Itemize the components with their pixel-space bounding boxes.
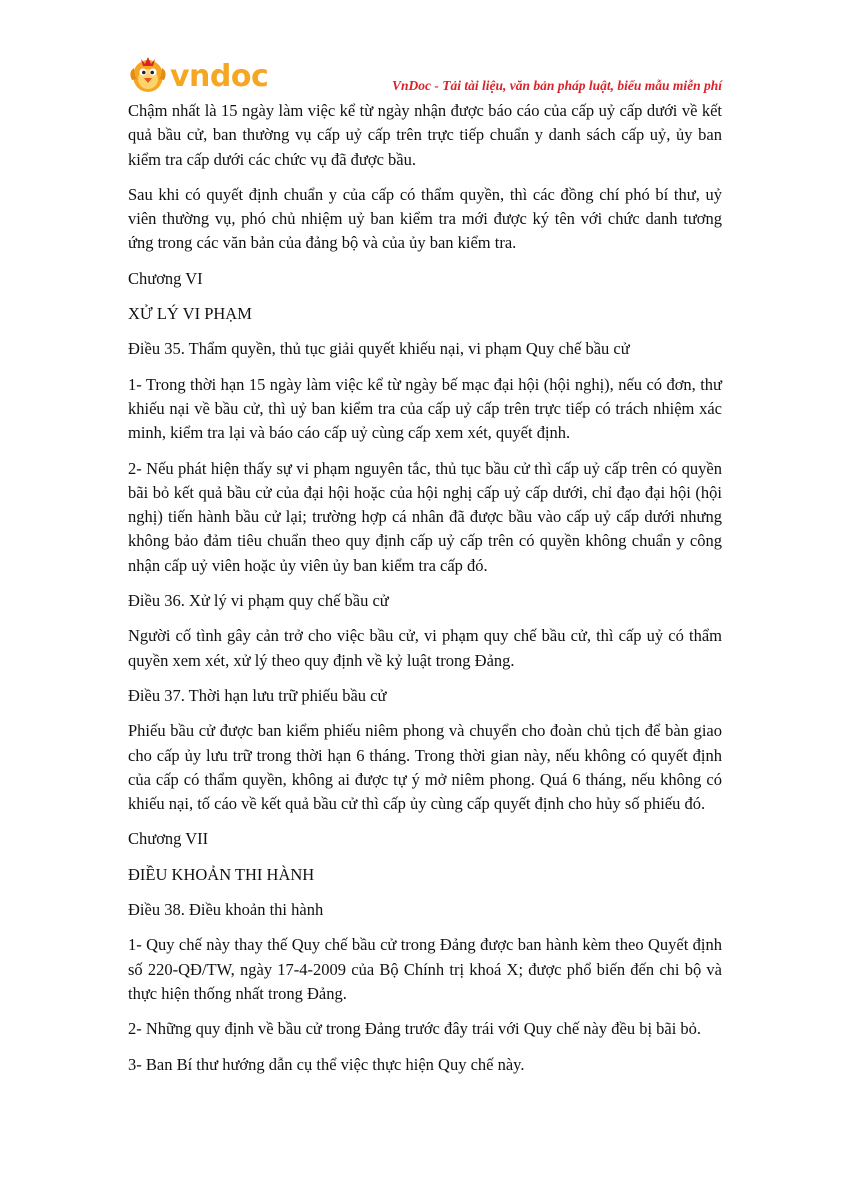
paragraph: Phiếu bầu cử được ban kiểm phiếu niêm phong và chuyển cho đoàn chủ tịch để bàn giao cho cấp ủy lưu trữ trong thời hạn 6 tháng. Trong thời gian này, nếu không có quyết định của cấp có thẩm quyền, không ai được tự ý mở niêm phong. Quá 6 tháng, nếu không có khiếu nại, tố cáo về kết quả bầu cử thì cấp ủy cùng cấp quyết định cho hủy số phiếu đó. — [128, 721, 722, 814]
article-heading: Điều 35. Thẩm quyền, thủ tục giải quyết khiếu nại, vi phạm Quy chế bầu cử — [128, 339, 630, 359]
chapter-heading: Chương VII — [128, 829, 209, 849]
document-body — [128, 99, 722, 1088]
chapter-title: XỬ LÝ VI PHẠM — [128, 304, 252, 324]
paragraph: Người cố tình gây cản trở cho việc bầu cử, vi phạm quy chế bầu cử, thì cấp uỷ có thẩm quyền xem xét, xử lý theo quy định về kỷ luật trong Đảng. — [128, 626, 722, 670]
paragraph: Sau khi có quyết định chuẩn y của cấp có thẩm quyền, thì các đồng chí phó bí thư, uỷ viên thường vụ, phó chủ nhiệm uỷ ban kiểm tra mới được ký tên với chức danh tương ứng trong các văn bản của đảng bộ và của ủy ban kiểm tra. — [128, 184, 722, 253]
vndoc-logo[interactable] — [128, 52, 288, 96]
article-heading: Điều 37. Thời hạn lưu trữ phiếu bầu cử — [128, 685, 387, 705]
article-heading: Điều 36. Xử lý vi phạm quy chế bầu cử — [128, 591, 389, 611]
chapter-title: ĐIỀU KHOẢN THI HÀNH — [128, 864, 315, 884]
chapter-heading: Chương VI — [128, 268, 203, 288]
header-tagline[interactable]: VnDoc - Tải tài liệu, văn bản pháp luật, biểu mẫu miễn phí — [391, 78, 722, 93]
paragraph: 3- Ban Bí thư hướng dẫn cụ thể việc thực hiện Quy chế này. — [128, 1054, 525, 1074]
svg-text:vndoc: vndoc — [170, 59, 269, 94]
page-header — [128, 52, 722, 96]
chick-mascot-icon — [130, 57, 165, 92]
paragraph: 2- Nếu phát hiện thấy sự vi phạm nguyên tắc, thủ tục bầu cử thì cấp uỷ cấp trên có quyền bãi bỏ kết quả bầu cử của đại hội hoặc của hội nghị cấp uỷ cấp dưới, chỉ đạo đại hội (hội nghị) tiến hành bầu cử lại; trường hợp cá nhân đã được bầu vào cấp uỷ cấp dưới nhưng không bảo đảm tiêu chuẩn theo quy định cấp uỷ cấp trên có quyền không chuẩn y công nhận cấp uỷ viên hoặc ủy viên ủy ban kiểm tra cấp đó. — [128, 458, 722, 575]
article-heading: Điều 38. Điều khoản thi hành — [128, 900, 324, 920]
paragraph: Chậm nhất là 15 ngày làm việc kể từ ngày nhận được báo cáo của cấp uỷ cấp dưới về kết quả bầu cử, ban thường vụ cấp uỷ cấp trên trực tiếp chuẩn y danh sách cấp uỷ, ủy ban kiểm tra cấp dưới các chức vụ đã được bầu. — [128, 101, 722, 169]
paragraph: 1- Trong thời hạn 15 ngày làm việc kể từ ngày bế mạc đại hội (hội nghị), nếu có đơn, thư khiếu nại về bầu cử, thì uỷ ban kiểm tra của cấp uỷ cấp trên trực tiếp có trách nhiệm xác minh, kiểm tra lại và báo cáo cấp uỷ cùng cấp xem xét, quyết định. — [128, 374, 722, 443]
paragraph: 1- Quy chế này thay thế Quy chế bầu cử trong Đảng được ban hành kèm theo Quyết định số 220-QĐ/TW, ngày 17-4-2009 của Bộ Chính trị khoá X; được phổ biến đến chi bộ và thực hiện thống nhất trong Đảng. — [128, 935, 722, 1003]
paragraph: 2- Những quy định về bầu cử trong Đảng trước đây trái với Quy chế này đều bị bãi bỏ. — [128, 1019, 702, 1039]
